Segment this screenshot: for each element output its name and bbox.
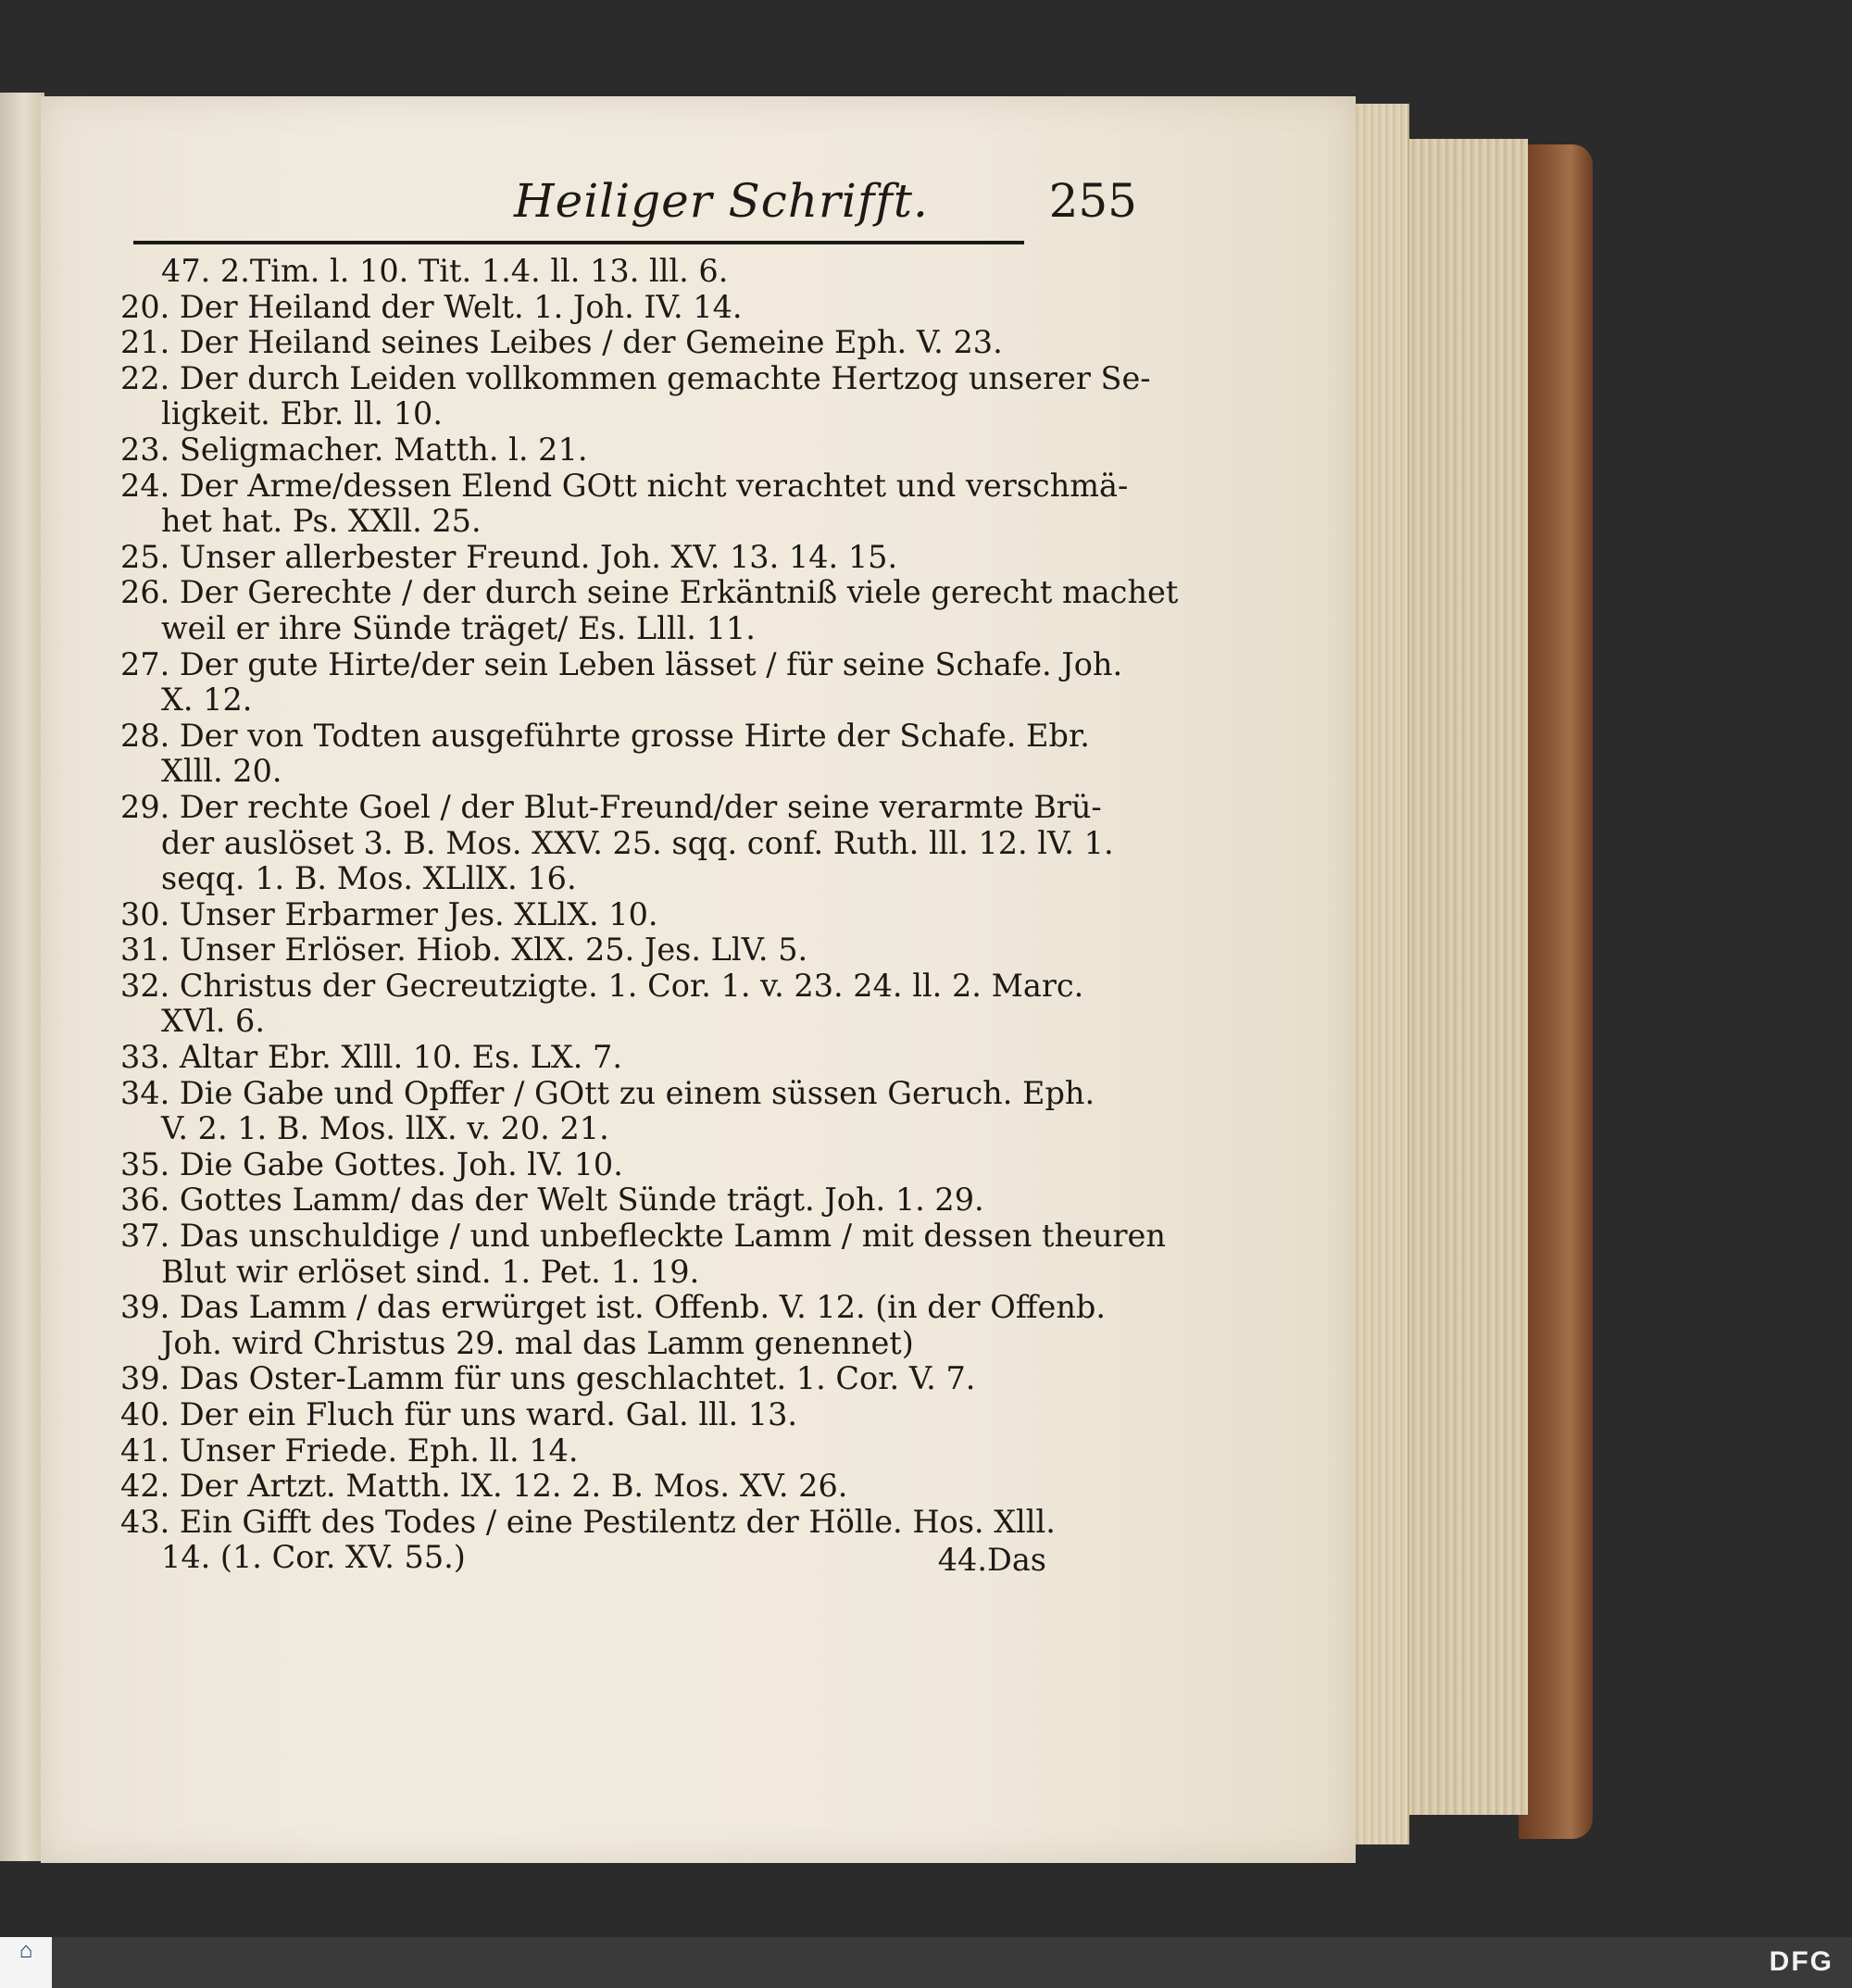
institution-logo[interactable] bbox=[0, 1937, 52, 1988]
list-item: 26. Der Gerechte / der durch seine Erkäntniß viele gerecht machet bbox=[120, 574, 1179, 611]
list-item-continuation: Joh. wird Christus 29. mal das Lamm genennet) bbox=[161, 1324, 914, 1361]
list-item: 35. Die Gabe Gottes. Joh. lV. 10. bbox=[120, 1145, 623, 1182]
list-item-continuation: ligkeit. Ebr. ll. 10. bbox=[161, 395, 444, 432]
list-item: 21. Der Heiland seines Leibes / der Gemeine Eph. V. 23. bbox=[120, 324, 1003, 361]
list-item-continuation: Blut wir erlöset sind. 1. Pet. 1. 19. bbox=[161, 1253, 700, 1290]
list-item-continuation: XVl. 6. bbox=[161, 1003, 266, 1040]
book-cover-edge bbox=[1519, 144, 1593, 1839]
list-item: 43. Ein Gifft des Todes / eine Pestilentz der Hölle. Hos. Xlll. bbox=[120, 1503, 1056, 1540]
list-item: 20. Der Heiland der Welt. 1. Joh. IV. 14. bbox=[120, 288, 743, 325]
list-item: 28. Der von Todten ausgeführte grosse Hirte der Schafe. Ebr. bbox=[120, 717, 1090, 754]
page-number: 255 bbox=[1048, 174, 1137, 228]
header-rule bbox=[133, 241, 1024, 248]
list-item: 34. Die Gabe und Opffer / GOtt zu einem süssen Geruch. Eph. bbox=[120, 1074, 1095, 1111]
list-item: 30. Unser Erbarmer Jes. XLlX. 10. bbox=[120, 895, 658, 932]
list-item: 33. Altar Ebr. Xlll. 10. Es. LX. 7. bbox=[120, 1039, 622, 1076]
list-item-continuation: X. 12. bbox=[161, 681, 253, 719]
list-item-continuation: weil er ihre Sünde träget/ Es. Llll. 11. bbox=[161, 609, 756, 646]
dfg-logo[interactable]: DFG bbox=[1769, 1946, 1833, 1977]
list-item-continuation: der auslöset 3. B. Mos. XXV. 25. sqq. conf. Ruth. lll. 12. lV. 1. bbox=[161, 824, 1114, 861]
running-title: Heiliger Schrifft. bbox=[514, 174, 929, 228]
page-block-edge-back bbox=[1408, 139, 1528, 1815]
list-item: 31. Unser Erlöser. Hiob. XlX. 25. Jes. LlV. 5. bbox=[120, 931, 808, 969]
list-item: 39. Das Lamm / das erwürget ist. Offenb. V. 12. (in der Offenb. bbox=[120, 1289, 1107, 1326]
list-item: 36. Gottes Lamm/ das der Welt Sünde trägt. Joh. 1. 29. bbox=[120, 1182, 984, 1219]
list-item: 40. Der ein Fluch für uns ward. Gal. lll. 13. bbox=[120, 1396, 798, 1432]
list-item: 23. Seligmacher. Matth. l. 21. bbox=[120, 431, 588, 468]
list-item: 39. Das Oster-Lamm für uns geschlachtet. 1. Cor. V. 7. bbox=[120, 1360, 976, 1397]
list-item-continuation: seqq. 1. B. Mos. XLllX. 16. bbox=[161, 860, 577, 897]
list-item-continuation: het hat. Ps. XXll. 25. bbox=[161, 503, 482, 540]
catchword: 44.Das bbox=[937, 1541, 1046, 1578]
list-item: 32. Christus der Gecreutzigte. 1. Cor. 1. v. 23. 24. ll. 2. Marc. bbox=[120, 967, 1084, 1004]
entry-list bbox=[120, 253, 1179, 1578]
list-item: 37. Das unschuldige / und unbefleckte Lamm / mit dessen theuren bbox=[120, 1218, 1166, 1255]
running-head bbox=[398, 174, 1148, 233]
list-item: 42. Der Artzt. Matth. lX. 12. 2. B. Mos. XV. 26. bbox=[120, 1468, 848, 1505]
list-item: 25. Unser allerbester Freund. Joh. XV. 13. 14. 15. bbox=[120, 538, 898, 575]
list-item-continuation: 14. (1. Cor. XV. 55.) bbox=[161, 1539, 466, 1576]
left-page-edge bbox=[0, 93, 44, 1861]
list-item: 27. Der gute Hirte/der sein Leben lässet / für seine Schafe. Joh. bbox=[120, 645, 1123, 682]
list-item: 47. 2.Tim. l. 10. Tit. 1.4. ll. 13. lll. 6. bbox=[161, 253, 729, 289]
list-item: 24. Der Arme/dessen Elend GOtt nicht verachtet und verschmä- bbox=[120, 467, 1129, 504]
list-item-continuation: Xlll. 20. bbox=[161, 753, 282, 790]
viewer-footer-bar bbox=[0, 1937, 1852, 1988]
list-item: 29. Der rechte Goel / der Blut-Freund/der seine verarmte Brü- bbox=[120, 788, 1102, 825]
building-icon: ⌂ bbox=[19, 1938, 33, 1963]
list-item-continuation: V. 2. 1. B. Mos. llX. v. 20. 21. bbox=[161, 1110, 609, 1147]
page-text bbox=[120, 174, 1179, 1578]
list-item: 41. Unser Friede. Eph. ll. 14. bbox=[120, 1432, 579, 1469]
list-item: 22. Der durch Leiden vollkommen gemachte Hertzog unserer Se- bbox=[120, 359, 1151, 396]
